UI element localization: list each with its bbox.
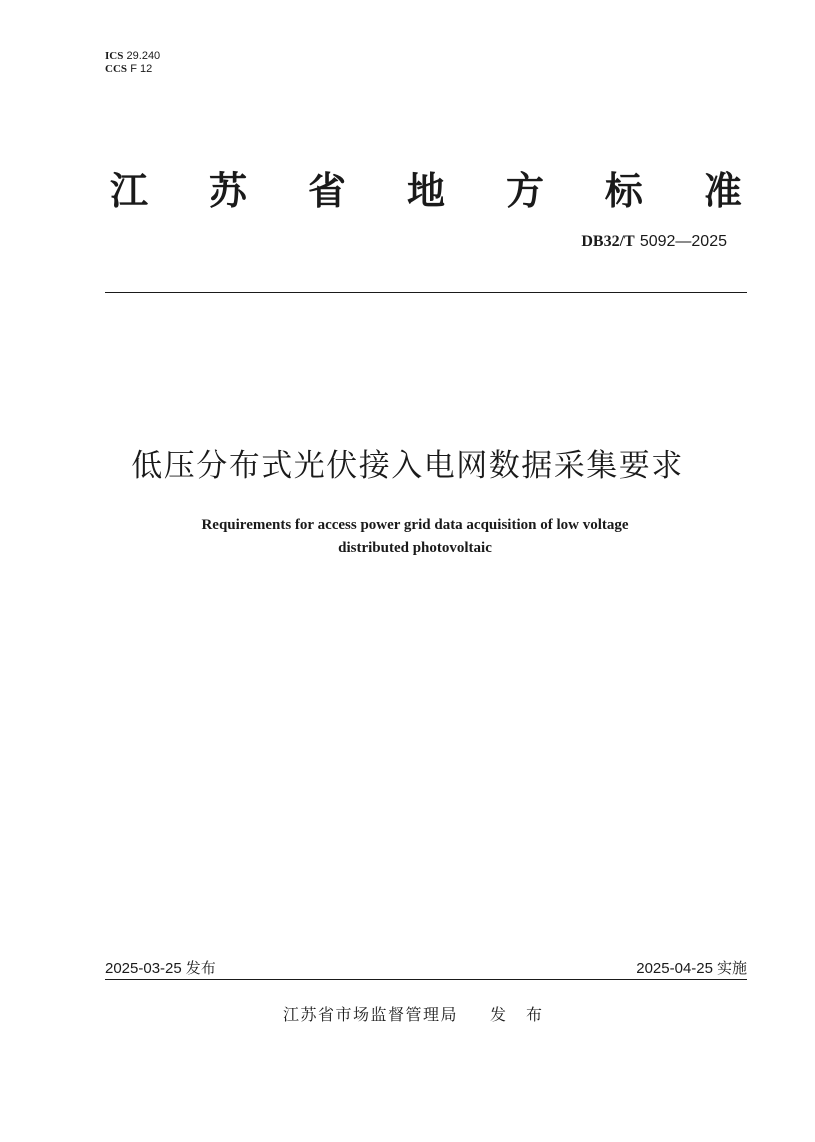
standard-number (581, 231, 727, 251)
english-title-line: Requirements for access power grid data acquisition of low voltage (201, 517, 629, 533)
standard-type-heading (110, 160, 742, 215)
ics-code: 29.240 (126, 50, 161, 62)
ics-line (105, 50, 160, 63)
standard-type-char: 准 (703, 169, 742, 213)
standard-number-code: 5092—2025 (639, 233, 727, 250)
document-title-chinese: 低压分布式光伏接入电网数据采集要求 (131, 448, 684, 484)
standard-number-prefix: DB32/T (581, 233, 635, 250)
publish-date: 2025-03-25 (105, 960, 182, 977)
english-title-line: distributed photovoltaic (338, 540, 492, 556)
date-row (105, 957, 747, 978)
classification-codes (105, 50, 160, 76)
standard-type-char: 江 (110, 169, 149, 213)
ccs-label: CCS (105, 63, 128, 75)
ics-label: ICS (105, 50, 124, 62)
publish-date-group (105, 957, 216, 978)
standard-type-char: 地 (406, 169, 445, 213)
issuer-verb: 发布 (490, 1005, 563, 1024)
issuer-line (283, 1002, 562, 1025)
implement-date: 2025-04-25 (636, 960, 713, 977)
document-title-english (0, 514, 815, 560)
standard-type-char: 方 (505, 169, 544, 213)
header-divider (105, 292, 747, 293)
implement-word: 实施 (716, 959, 747, 977)
implement-date-group (636, 957, 747, 978)
ccs-code: F 12 (130, 63, 153, 75)
publish-word: 发布 (185, 959, 216, 977)
issuer-name: 江苏省市场监督管理局 (283, 1005, 459, 1024)
standard-type-char: 省 (307, 169, 346, 213)
ccs-line (105, 63, 160, 76)
standard-type-char: 苏 (208, 169, 247, 213)
standard-type-char: 标 (604, 169, 643, 213)
footer-divider (105, 979, 747, 980)
